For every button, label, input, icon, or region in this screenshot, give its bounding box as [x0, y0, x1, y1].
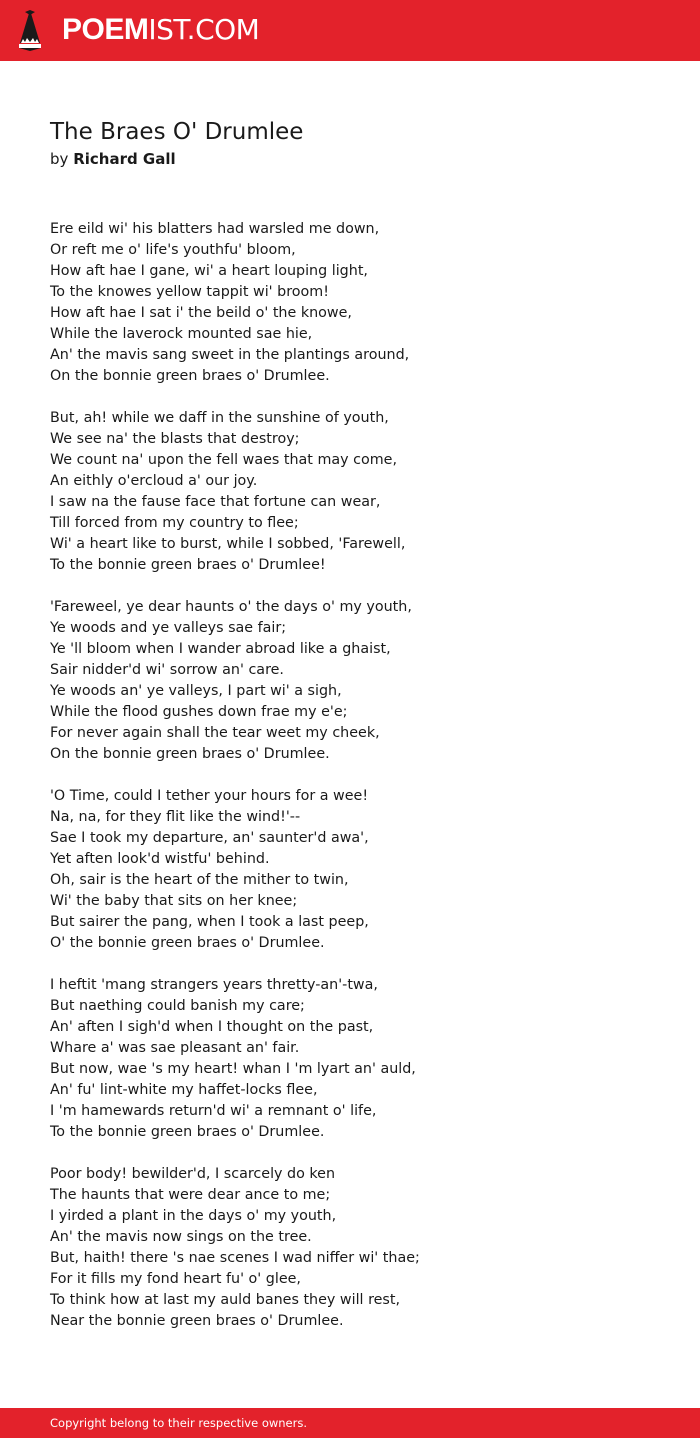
pencil-mountain-logo-icon[interactable] [17, 9, 43, 51]
poem-line: But, haith! there 's nae scenes I wad niffer wi' thae; [50, 1250, 420, 1266]
poem-line: To think how at last my auld banes they will rest, [50, 1292, 401, 1308]
poem-line: For never again shall the tear weet my cheek, [50, 725, 380, 741]
poem-line: We count na' upon the fell waes that may come, [50, 452, 398, 468]
site-logo-text[interactable] [62, 12, 259, 48]
by-label: by [50, 150, 69, 168]
poem-line: O' the bonnie green braes o' Drumlee. [50, 935, 325, 951]
poem-line: Or reft me o' life's youthfu' bloom, [50, 242, 296, 258]
poem-line: Near the bonnie green braes o' Drumlee. [50, 1313, 344, 1329]
poem-line: Whare a' was sae pleasant an' fair. [50, 1040, 300, 1056]
poem-line: An' the mavis sang sweet in the plantings around, [50, 347, 410, 363]
poem-line: Yet aften look'd wistfu' behind. [50, 851, 270, 867]
poem-line: Poor body! bewilder'd, I scarcely do ken [50, 1166, 336, 1182]
poem-stanza [50, 408, 650, 576]
poem-stanza [50, 1164, 650, 1332]
poem-line: I 'm hamewards return'd wi' a remnant o' life, [50, 1103, 377, 1119]
poem-line: I yirded a plant in the days o' my youth, [50, 1208, 337, 1224]
poem-stanza [50, 219, 650, 387]
poem-line: 'Fareweel, ye dear haunts o' the days o' my youth, [50, 599, 412, 615]
poem-stanza [50, 597, 650, 765]
poem-line: Sae I took my departure, an' saunter'd awa', [50, 830, 369, 846]
poem-line: To the knowes yellow tappit wi' broom! [50, 284, 329, 300]
poem-line: But naething could banish my care; [50, 998, 305, 1014]
poem-line: Ye woods an' ye valleys, I part wi' a sigh, [50, 683, 342, 699]
poem-line: On the bonnie green braes o' Drumlee. [50, 368, 330, 384]
poem-line: An' the mavis now sings on the tree. [50, 1229, 312, 1245]
poem-line: An' aften I sigh'd when I thought on the past, [50, 1019, 374, 1035]
poem-line: But now, wae 's my heart! whan I 'm lyart an' auld, [50, 1061, 416, 1077]
logo-light-text: IST.COM [148, 13, 260, 46]
poem-byline [50, 148, 176, 170]
poem-line: To the bonnie green braes o' Drumlee! [50, 557, 326, 573]
poem-line: Till forced from my country to flee; [50, 515, 299, 531]
poem-line: Wi' a heart like to burst, while I sobbed, 'Farewell, [50, 536, 406, 552]
poem-line: An' fu' lint-white my haffet-locks flee, [50, 1082, 318, 1098]
poem-line: Na, na, for they flit like the wind!'-- [50, 809, 301, 825]
poem-line: How aft hae I sat i' the beild o' the knowe, [50, 305, 352, 321]
poem-line: Wi' the baby that sits on her knee; [50, 893, 298, 909]
poem-author[interactable]: Richard Gall [73, 150, 176, 168]
poem-line: I saw na the fause face that fortune can wear, [50, 494, 381, 510]
poem-line: Oh, sair is the heart of the mither to twin, [50, 872, 349, 888]
poem-title: The Braes O' Drumlee [50, 119, 304, 145]
poem-line: Ye 'll bloom when I wander abroad like a ghaist, [50, 641, 391, 657]
logo-bold-text: POEM [62, 13, 149, 46]
poem-line: We see na' the blasts that destroy; [50, 431, 300, 447]
poem-line: Ere eild wi' his blatters had warsled me down, [50, 221, 380, 237]
poem-line: But, ah! while we daff in the sunshine of youth, [50, 410, 389, 426]
poem-line: 'O Time, could I tether your hours for a wee! [50, 788, 369, 804]
site-footer [0, 1408, 700, 1438]
copyright-notice: Copyright belong to their respective owners. [50, 1416, 308, 1430]
poem-line: Sair nidder'd wi' sorrow an' care. [50, 662, 284, 678]
poem-stanza [50, 786, 650, 954]
poem-stanza [50, 975, 650, 1143]
poem-line: While the flood gushes down frae my e'e; [50, 704, 348, 720]
poem-line: To the bonnie green braes o' Drumlee. [50, 1124, 325, 1140]
poem-body [50, 219, 650, 1353]
poem-line: But sairer the pang, when I took a last peep, [50, 914, 369, 930]
poem-line: An eithly o'ercloud a' our joy. [50, 473, 258, 489]
poem-line: For it fills my fond heart fu' o' glee, [50, 1271, 301, 1287]
poem-line: How aft hae I gane, wi' a heart louping light, [50, 263, 368, 279]
poem-line: On the bonnie green braes o' Drumlee. [50, 746, 330, 762]
poem-line: The haunts that were dear ance to me; [50, 1187, 331, 1203]
poem-line: While the laverock mounted sae hie, [50, 326, 313, 342]
poem-line: Ye woods and ye valleys sae fair; [50, 620, 287, 636]
poem-line: I heftit 'mang strangers years thretty-an'-twa, [50, 977, 378, 993]
site-header [0, 0, 700, 61]
